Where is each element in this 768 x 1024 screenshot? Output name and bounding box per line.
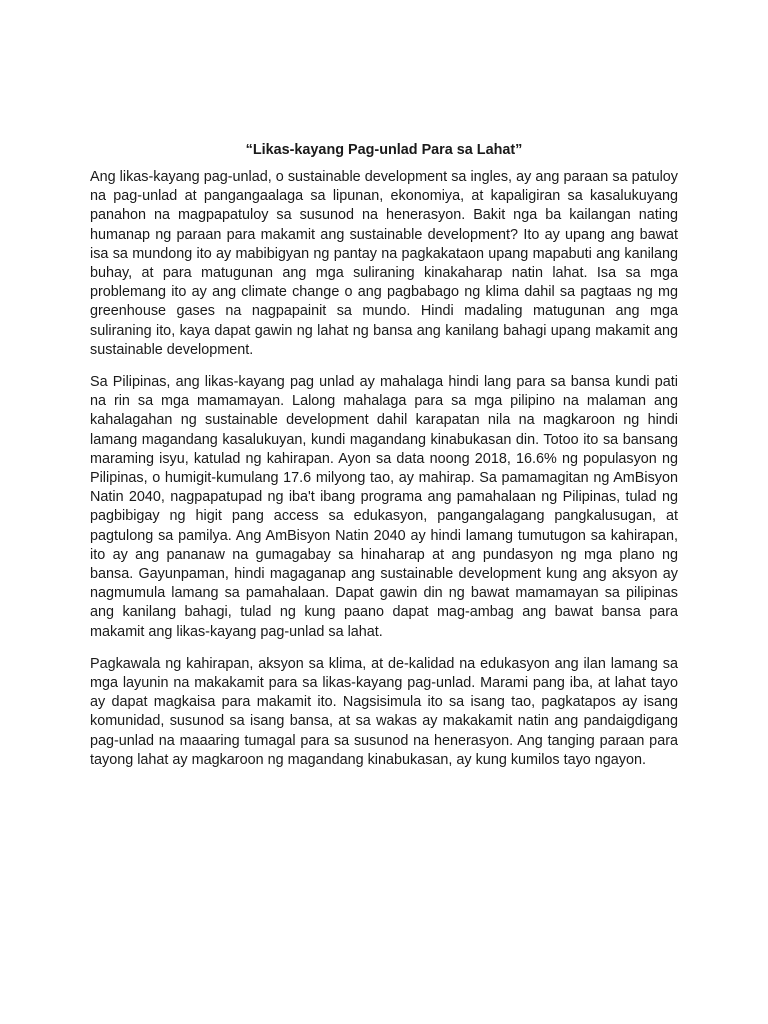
- document-title: “Likas-kayang Pag-unlad Para sa Lahat”: [245, 142, 523, 158]
- paragraph-intro: Ang likas-kayang pag-unlad, o sustainable development sa ingles, ay ang paraan sa patuloy na pag-unlad at pangangaalaga sa lipunan, ekonomiya, at kapaligiran sa kasalukuyang panahon na magpapatuloy sa susunod na henerasyon. Bakit nga ba kailangan nating humanap ng paraan para makamit ang sustainable development? Ito ay upang ang bawat isa sa mundong ito ay mabibigyan ng pantay na pagkakataon upang mapabuti ang kanilang buhay, at para matugunan ang mga suliraning kinakaharap natin lahat. Isa sa mga problemang ito ay ang climate change o ang pagbabago ng klima dahil sa pagtaas ng mg greenhouse gases na nagpapainit sa mundo. Hindi madaling matugunan ang mga suliraning ito, kaya dapat gawin ng lahat ng bansa ang kanilang bahagi upang makamit ang sustainable development.: [90, 169, 678, 358]
- paragraph-philippines: Sa Pilipinas, ang likas-kayang pag unlad ay mahalaga hindi lang para sa bansa kundi pati na rin sa mga mamamayan. Lalong mahalaga para sa mga pilipino na malaman ang kahalagahan ng sustainable development dahil karapatan nila na magkaroon ng hindi lamang magandang kasalukuyan, kundi magandang kinabukasan din. Totoo ito sa bansang maraming isyu, katulad ng kahirapan. Ayon sa data noong 2018, 16.6% ng populasyon ng Pilipinas, o humigit-kumulang 17.6 milyong tao, ay mahirap. Sa pamamagitan ng AmBisyon Natin 2040, nagpapatupad ng iba't ibang programa ang pamahalaan ng Pilipinas, tulad ng pagbibigay ng higit pang access sa edukasyon, pangangalagang pangkalusugan, at pagtulong sa pamilya. Ang AmBisyon Natin 2040 ay hindi lamang tumutugon sa kahirapan, ito ay ang pananaw na gumagabay sa hinaharap at ang pundasyon ng mga plano ng bansa. Gayunpaman, hindi magaganap ang sustainable development kung ang aksyon ay nagmumula lamang sa pamahalaan. Dapat gawin din ng bawat mamamayan sa pilipinas ang kanilang bahagi, tulad ng kung paano dapat mag-ambag ang bawat bansa para makamit ang likas-kayang pag-unlad sa lahat.: [90, 374, 678, 640]
- paragraph-conclusion: Pagkawala ng kahirapan, aksyon sa klima, at de-kalidad na edukasyon ang ilan lamang sa mga layunin na makakamit para sa likas-kayang pag-unlad. Marami pang iba, at lahat tayo ay dapat magkaisa para makamit ito. Nagsisimula ito sa isang tao, pagkatapos ay isang komunidad, susunod sa isang bansa, at sa wakas ay makakamit natin ang pandaigdigang pag-unlad na maaaring tumagal para sa susunod na henerasyon. Ang tanging paraan para tayong lahat ay magkaroon ng magandang kinabukasan, ay kung kumilos tayo ngayon.: [90, 655, 678, 768]
